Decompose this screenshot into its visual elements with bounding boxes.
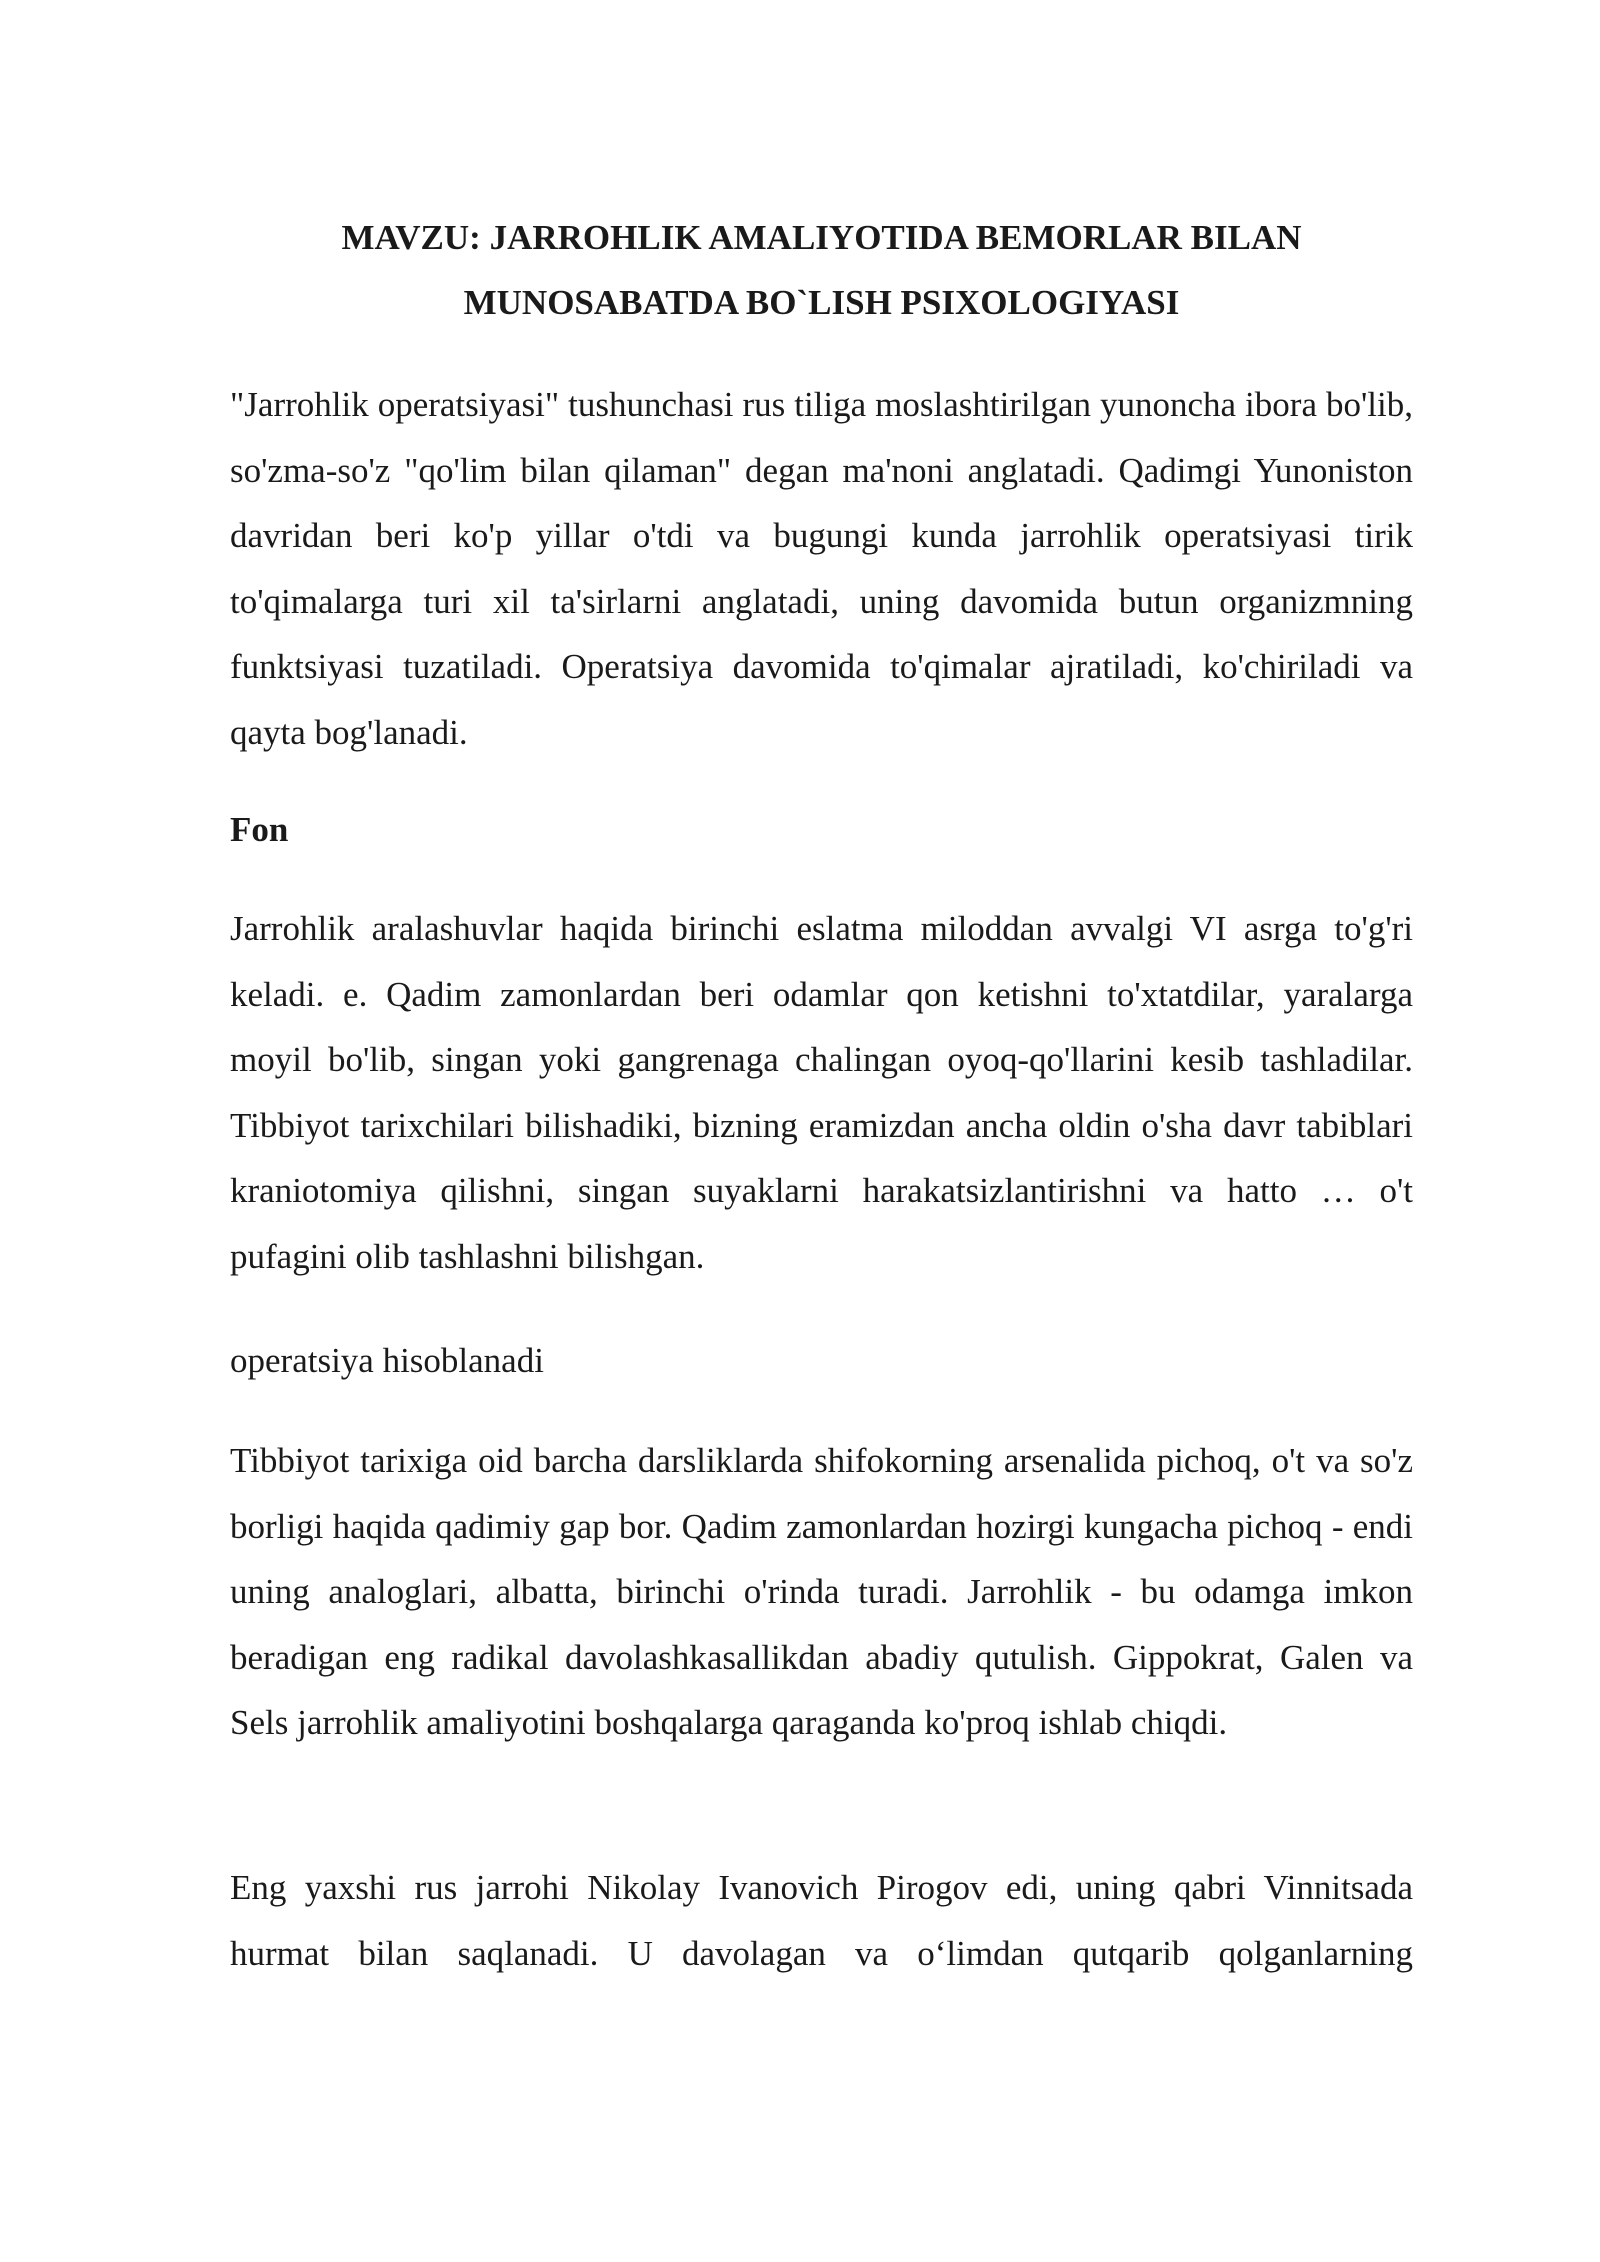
title-line-2: MUNOSABATDA BO`LISH PSIXOLOGIYASI bbox=[463, 283, 1180, 322]
document-title bbox=[230, 205, 1413, 335]
title-line-1: MAVZU: JARROHLIK AMALIYOTIDA BEMORLAR BILAN bbox=[341, 218, 1302, 257]
paragraph-textbooks: Tibbiyot tarixiga oid barcha darsliklarda shifokorning arsenalida pichoq, o't va so'z borligi haqida qadimiy gap bor. Qadim zamonlardan hozirgi kungacha pichoq - endi uning analoglari, albatta, birinchi o'rinda turadi. Jarrohlik - bu odamga imkon beradigan eng radikal davolashkasallikdan abadiy qutulish. Gippokrat, Galen va Sels jarrohlik amaliyotini boshqalarga qaraganda ko'proq ishlab chiqdi. bbox=[230, 1441, 1413, 1742]
paragraph-intro: "Jarrohlik operatsiyasi" tushunchasi rus tiliga moslashtirilgan yunoncha ibora bo'lib, so'zma-so'z "qo'lim bilan qilaman" degan ma'noni anglatadi. Qadimgi Yunoniston davridan beri ko'p yillar o'tdi va bugungi kunda jarrohlik operatsiyasi tirik to'qimalarga turi xil ta'sirlarni anglatadi, uning davomida butun organizmning funktsiyasi tuzatiladi. Operatsiya davomida to'qimalar ajratiladi, ko'chiriladi va qayta bog'lanadi. bbox=[230, 385, 1413, 752]
document-page bbox=[230, 0, 1413, 2262]
paragraph-pirogov: Eng yaxshi rus jarrohi Nikolay Ivanovich Pirogov edi, uning qabri Vinnitsada hurmat bilan saqlanadi. U davolagan va o‘limdan qutqarib qolganlarning bbox=[230, 1868, 1413, 1973]
paragraph-history: Jarrohlik aralashuvlar haqida birinchi eslatma miloddan avvalgi VI asrga to'g'ri keladi. e. Qadim zamonlardan beri odamlar qon ketishni to'xtatdilar, yaralarga moyil bo'lib, singan yoki gangrenaga chalingan oyoq-qo'llarini kesib tashladilar. Tibbiyot tarixchilari bilishadiki, bizning eramizdan ancha oldin o'sha davr tabiblari kraniotomiya qilishni, singan suyaklarni harakatsizlantirishni va hatto … o't pufagini olib tashlashni bilishgan. bbox=[230, 909, 1413, 1276]
line-operatsiya: operatsiya hisoblanadi bbox=[230, 1341, 544, 1380]
section-heading-fon: Fon bbox=[230, 810, 289, 849]
